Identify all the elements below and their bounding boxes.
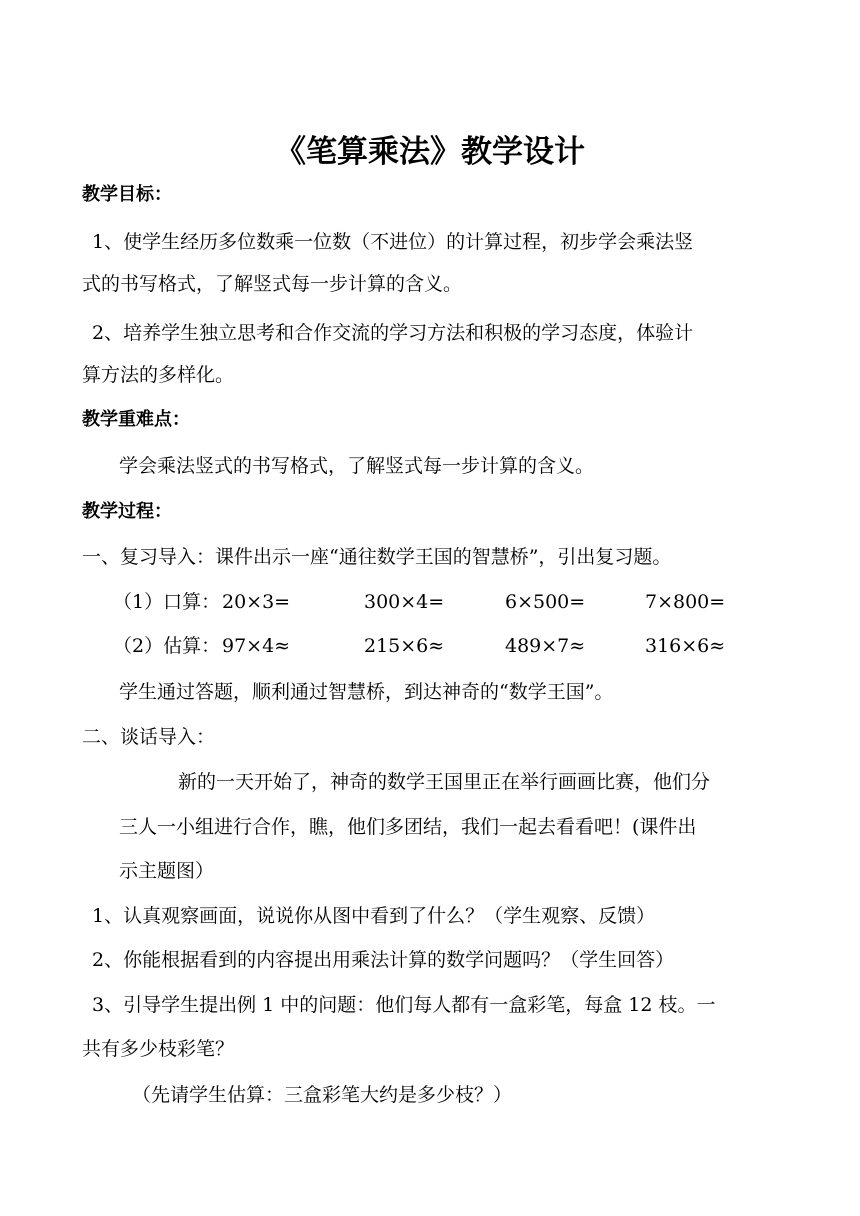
review-conclusion: 学生通过答题，顺利通过智慧桥，到达神奇的“数学王国”。 bbox=[119, 681, 614, 703]
oral-calc-item: 6×500= bbox=[505, 591, 586, 613]
document-title: 《笔算乘法》教学设计 bbox=[275, 134, 585, 170]
talk-paragraph-line-1: 新的一天开始了，神奇的数学王国里正在举行画画比赛，他们分 bbox=[178, 771, 711, 793]
question-1: 1、认真观察画面，说说你从图中看到了什么？（学生观察、反馈） bbox=[92, 905, 656, 927]
talk-paragraph-line-3: 示主题图） bbox=[119, 860, 215, 882]
goal-1-line-2: 式的书写格式，了解竖式每一步计算的含义。 bbox=[82, 273, 463, 295]
estimate-note: （先请学生估算：三盒彩笔大约是多少枝？） bbox=[132, 1084, 513, 1106]
question-3-line-1: 3、引导学生提出例 1 中的问题：他们每人都有一盒彩笔，每盒 12 枝。一 bbox=[92, 994, 716, 1016]
question-3-line-2: 共有多少枝彩笔？ bbox=[82, 1038, 235, 1060]
key-points-text: 学会乘法竖式的书写格式，了解竖式每一步计算的含义。 bbox=[119, 455, 595, 477]
key-points-heading: 教学重难点： bbox=[82, 409, 190, 430]
oral-calc-item: 20×3= bbox=[222, 591, 291, 613]
estimate-label: （2）估算： bbox=[113, 635, 221, 657]
goals-heading: 教学目标： bbox=[82, 184, 172, 205]
oral-calc-label: （1）口算： bbox=[113, 591, 221, 613]
question-2: 2、你能根据看到的内容提出用乘法计算的数学问题吗？（学生回答） bbox=[92, 949, 675, 971]
goal-2-line-1: 2、培养学生独立思考和合作交流的学习方法和积极的学习态度，体验计 bbox=[92, 322, 694, 344]
talk-paragraph-line-2: 三人一小组进行合作，瞧，他们多团结，我们一起去看看吧！(课件出 bbox=[119, 816, 697, 838]
process-heading: 教学过程： bbox=[82, 501, 172, 522]
goal-1-line-1: 1、使学生经历多位数乘一位数（不进位）的计算过程，初步学会乘法竖 bbox=[92, 231, 694, 253]
estimate-item: 97×4≈ bbox=[222, 635, 291, 657]
talk-heading: 二、谈话导入： bbox=[82, 726, 216, 748]
estimate-item: 489×7≈ bbox=[505, 635, 586, 657]
oral-calc-item: 300×4= bbox=[364, 591, 445, 613]
estimate-item: 316×6≈ bbox=[645, 635, 726, 657]
oral-calc-item: 7×800= bbox=[645, 591, 726, 613]
estimate-item: 215×6≈ bbox=[364, 635, 445, 657]
goal-2-line-2: 算方法的多样化。 bbox=[82, 364, 235, 386]
review-intro: 一、复习导入：课件出示一座“通往数学王国的智慧桥”，引出复习题。 bbox=[82, 546, 672, 568]
